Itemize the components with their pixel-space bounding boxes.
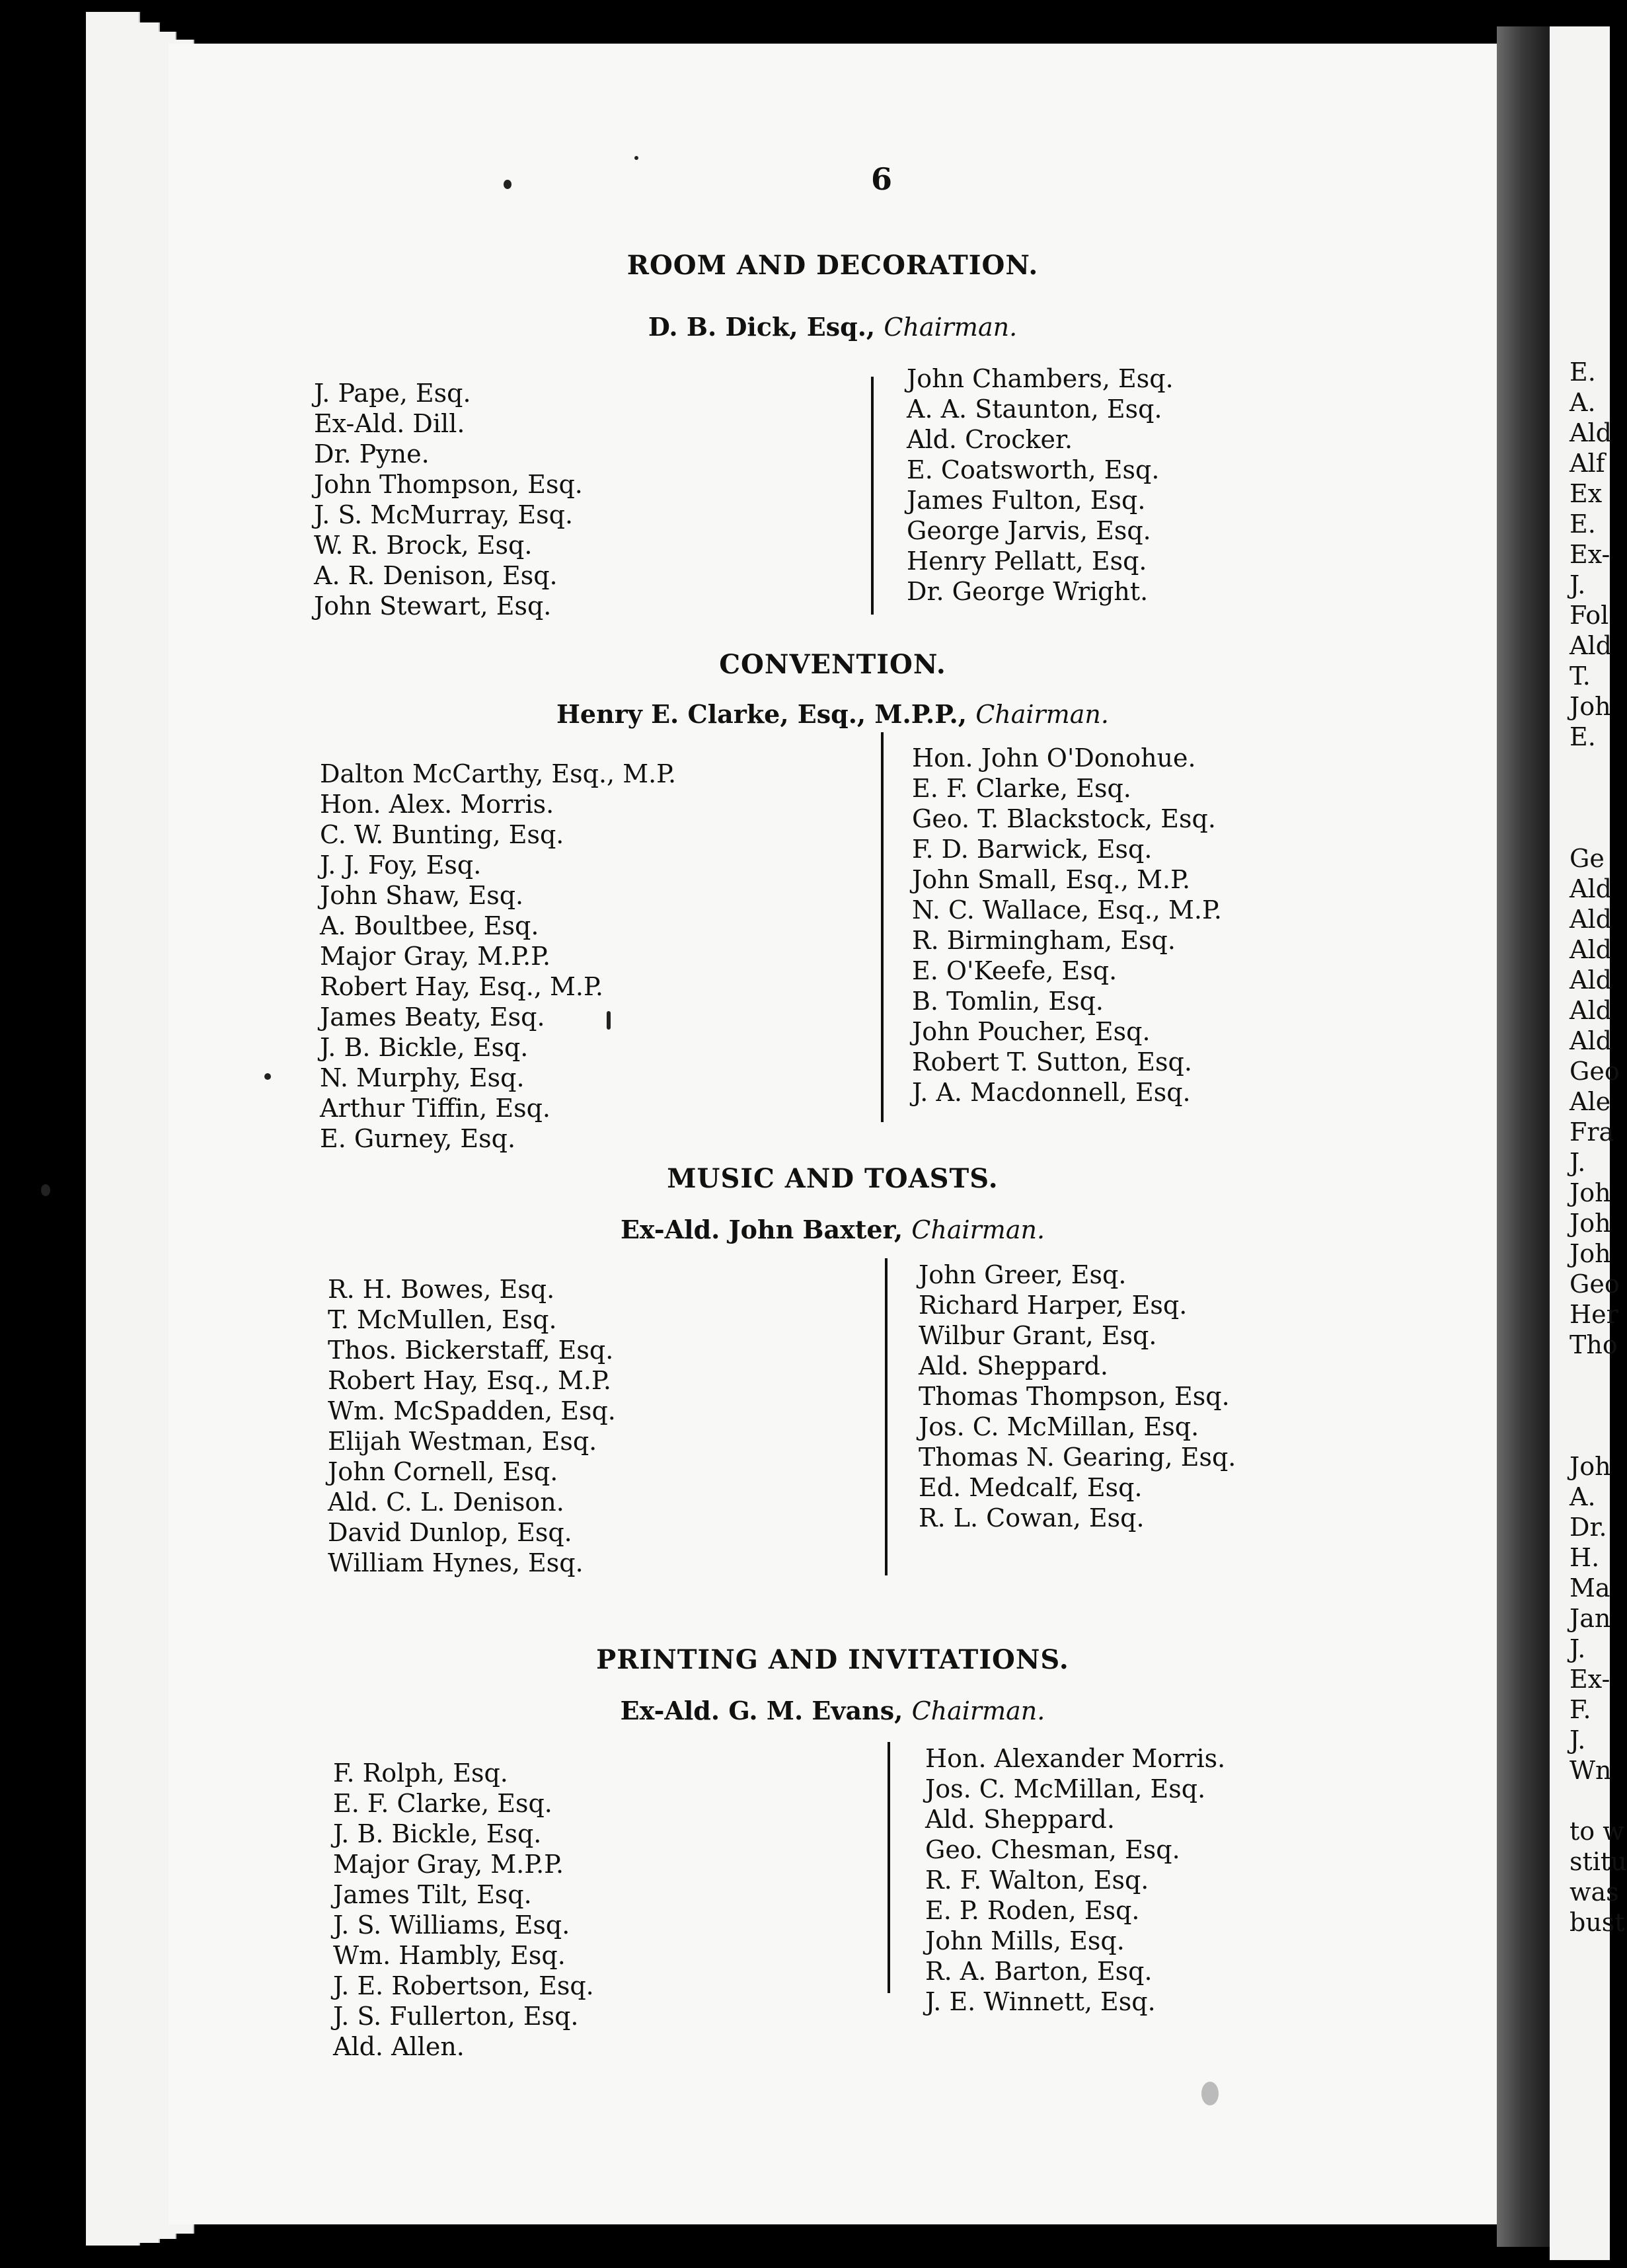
facing-page-line: A. (1570, 388, 1596, 417)
facing-page-line: J. (1570, 1148, 1586, 1177)
chairman-name: D. B. Dick, Esq., (648, 312, 876, 342)
member-name: John Greer, Esq. (919, 1260, 1127, 1289)
section-chairman (169, 699, 1497, 729)
member-name: J. S. Williams, Esq. (333, 1910, 570, 1940)
member-name: James Fulton, Esq. (907, 486, 1146, 515)
facing-page-text (1570, 357, 1627, 1938)
column-divider (888, 1742, 890, 1993)
member-name: Robert Hay, Esq., M.P. (320, 972, 603, 1001)
facing-page-line: J. (1570, 1725, 1586, 1755)
member-name: Major Gray, M.P.P. (320, 942, 551, 971)
facing-page-line: Joh (1570, 1209, 1611, 1238)
chairman-role: Chairman. (911, 1215, 1045, 1244)
section-chairman (169, 312, 1497, 342)
ink-speck (634, 156, 638, 160)
facing-page-line: Ald (1570, 1026, 1612, 1055)
ink-speck (264, 1073, 271, 1080)
chairman-role: Chairman. (884, 313, 1018, 342)
member-name: Major Gray, M.P.P. (333, 1850, 564, 1879)
member-name: A. R. Denison, Esq. (314, 561, 558, 590)
member-list-right (925, 1743, 1225, 2017)
facing-page-line: F. (1570, 1695, 1591, 1724)
member-name: Thos. Bickerstaff, Esq. (328, 1336, 614, 1365)
member-name: Robert T. Sutton, Esq. (912, 1047, 1192, 1077)
chairman-name: Henry E. Clarke, Esq., M.P.P., (556, 699, 967, 729)
facing-page-line: Ald (1570, 418, 1612, 447)
member-name: Hon. John O'Donohue. (912, 743, 1196, 773)
member-name: Elijah Westman, Esq. (328, 1427, 597, 1456)
chairman-name: Ex-Ald. John Baxter, (620, 1215, 903, 1244)
member-name: Richard Harper, Esq. (919, 1291, 1188, 1320)
facing-page-line: Ald (1570, 965, 1612, 995)
facing-page-line: Dr. (1570, 1513, 1607, 1542)
member-list-right (912, 743, 1222, 1108)
member-name: Ex-Ald. Dill. (314, 409, 465, 438)
member-list-left (333, 1758, 594, 2062)
member-name: Dalton McCarthy, Esq., M.P. (320, 759, 677, 788)
member-name: J. A. Macdonnell, Esq. (912, 1078, 1191, 1107)
member-list-left (314, 378, 583, 621)
section-heading-room-decoration: ROOM AND DECORATION. (626, 250, 1039, 281)
member-name: Thomas N. Gearing, Esq. (919, 1443, 1236, 1472)
facing-page-line: Ald (1570, 935, 1612, 964)
column-divider (885, 1258, 888, 1575)
member-name: B. Tomlin, Esq. (912, 987, 1104, 1016)
member-name: Dr. George Wright. (907, 577, 1149, 606)
facing-page-line: Joh (1570, 1239, 1611, 1268)
facing-page-line: Ex- (1570, 540, 1610, 569)
facing-page-line: Jan (1570, 1604, 1611, 1633)
facing-page-line: was (1570, 1877, 1619, 1907)
member-name: R. F. Walton, Esq. (925, 1866, 1149, 1895)
facing-page-line (1570, 1421, 1627, 1451)
facing-page-line: A. (1570, 1482, 1596, 1511)
facing-page-line: Ald (1570, 874, 1612, 903)
column-divider (881, 732, 884, 1122)
facing-page-line: Ma (1570, 1573, 1610, 1603)
ink-speck (41, 1184, 50, 1196)
member-name: David Dunlop, Esq. (328, 1518, 572, 1547)
facing-page-line: J. (1570, 1634, 1586, 1663)
facing-page-line: bust (1570, 1908, 1625, 1937)
member-name: John Poucher, Esq. (912, 1017, 1151, 1046)
member-name: T. McMullen, Esq. (328, 1305, 557, 1334)
section-chairman (169, 1696, 1497, 1725)
member-name: Jos. C. McMillan, Esq. (925, 1774, 1206, 1803)
member-name: Geo. Chesman, Esq. (925, 1835, 1180, 1864)
member-name: J. J. Foy, Esq. (320, 850, 482, 880)
member-list-left (320, 759, 676, 1154)
member-name: George Jarvis, Esq. (907, 516, 1151, 545)
facing-page-line: E. (1570, 358, 1596, 387)
member-name: John Stewart, Esq. (314, 591, 552, 621)
paper-stain (1201, 2082, 1219, 2105)
member-name: Ald. Crocker. (907, 425, 1073, 454)
facing-page-line: Ge (1570, 844, 1605, 873)
member-name: N. Murphy, Esq. (320, 1063, 525, 1092)
member-name: John Thompson, Esq. (314, 470, 583, 499)
member-name: Arthur Tiffin, Esq. (320, 1094, 550, 1123)
member-name: John Small, Esq., M.P. (912, 865, 1191, 894)
facing-page-line: H. (1570, 1543, 1600, 1572)
facing-page-line (1570, 782, 1627, 813)
member-name: E. Coatsworth, Esq. (907, 455, 1160, 484)
member-name: E. Gurney, Esq. (320, 1124, 516, 1153)
facing-page-line: J. (1570, 570, 1586, 599)
member-name: J. B. Bickle, Esq. (333, 1819, 542, 1848)
member-name: William Hynes, Esq. (328, 1548, 584, 1577)
facing-page-line: Ald (1570, 905, 1612, 934)
member-name: R. H. Bowes, Esq. (328, 1275, 555, 1304)
member-name: Henry Pellatt, Esq. (907, 547, 1147, 576)
member-list-right (919, 1260, 1236, 1533)
facing-page-line: T. (1570, 662, 1591, 691)
facing-page-line: Ex (1570, 479, 1603, 508)
facing-page-line: E. (1570, 510, 1596, 539)
section-chairman (169, 1215, 1497, 1244)
member-name: E. O'Keefe, Esq. (912, 956, 1117, 985)
facing-page-line: Wn (1570, 1756, 1612, 1785)
ink-speck (607, 1011, 611, 1030)
chairman-name: Ex-Ald. G. M. Evans, (620, 1696, 903, 1725)
facing-page-line: Ex- (1570, 1665, 1610, 1694)
member-name: Ald. Allen. (333, 2032, 465, 2061)
facing-page-line: stitu (1570, 1847, 1627, 1876)
member-name: Wm. McSpadden, Esq. (328, 1396, 616, 1425)
member-name: J. E. Robertson, Esq. (333, 1971, 594, 2000)
member-name: John Shaw, Esq. (320, 881, 524, 910)
member-name: J. S. Fullerton, Esq. (333, 2002, 579, 2031)
chairman-role: Chairman. (911, 1696, 1045, 1725)
member-name: Ed. Medcalf, Esq. (919, 1473, 1143, 1502)
member-name: F. D. Barwick, Esq. (912, 835, 1153, 864)
member-name: J. E. Winnett, Esq. (925, 1987, 1156, 2016)
member-name: J. S. McMurray, Esq. (314, 500, 574, 529)
facing-page-line (1570, 813, 1627, 843)
member-name: R. A. Barton, Esq. (925, 1957, 1153, 1986)
member-name: A. A. Staunton, Esq. (907, 395, 1162, 424)
section-heading-convention: CONVENTION. (719, 649, 946, 680)
member-name: Thomas Thompson, Esq. (919, 1382, 1230, 1411)
member-name: C. W. Bunting, Esq. (320, 820, 564, 849)
member-name: J. B. Bickle, Esq. (320, 1033, 529, 1062)
facing-page-line (1570, 752, 1627, 782)
member-name: John Cornell, Esq. (328, 1457, 558, 1486)
member-name: James Beaty, Esq. (320, 1002, 545, 1032)
member-name: E. P. Roden, Esq. (925, 1896, 1140, 1925)
member-name: A. Boultbee, Esq. (320, 911, 539, 940)
facing-page-line: Geo (1570, 1057, 1620, 1086)
facing-page-line: Ald (1570, 631, 1612, 660)
page-number: 6 (871, 161, 893, 197)
section-heading-printing-invitations: PRINTING AND INVITATIONS. (596, 1644, 1069, 1675)
member-name: F. Rolph, Esq. (333, 1758, 508, 1788)
facing-page-line: Geo (1570, 1269, 1620, 1299)
ink-speck (504, 180, 511, 189)
column-divider (871, 377, 874, 615)
member-name: Robert Hay, Esq., M.P. (328, 1366, 611, 1395)
facing-page-line: Joh (1570, 1178, 1611, 1207)
chairman-role: Chairman. (975, 700, 1109, 729)
member-name: Ald. Sheppard. (919, 1351, 1108, 1380)
facing-page-line (1570, 1786, 1627, 1816)
member-name: E. F. Clarke, Esq. (912, 774, 1131, 803)
member-name: Jos. C. McMillan, Esq. (919, 1412, 1199, 1441)
section-heading-music-toasts: MUSIC AND TOASTS. (667, 1163, 999, 1194)
facing-page-line: Ale (1570, 1087, 1611, 1116)
member-name: E. F. Clarke, Esq. (333, 1789, 552, 1818)
facing-page-line: Tho (1570, 1330, 1618, 1359)
member-name: R. L. Cowan, Esq. (919, 1503, 1145, 1532)
member-name: Dr. Pyne. (314, 439, 430, 469)
facing-page-line: E. (1570, 722, 1596, 751)
member-name: John Chambers, Esq. (907, 364, 1174, 393)
facing-page-line: Joh (1570, 1452, 1611, 1481)
member-name: Geo. T. Blackstock, Esq. (912, 804, 1216, 833)
member-name: Hon. Alexander Morris. (925, 1744, 1226, 1773)
facing-page-line: Her (1570, 1300, 1618, 1329)
facing-page-line: Fol (1570, 601, 1609, 630)
member-name: James Tilt, Esq. (333, 1880, 532, 1909)
member-name: Hon. Alex. Morris. (320, 790, 554, 819)
member-name: Wilbur Grant, Esq. (919, 1321, 1157, 1350)
facing-page-edge (1550, 26, 1627, 2260)
facing-page-line (1570, 1360, 1627, 1390)
member-name: Ald. Sheppard. (925, 1805, 1115, 1834)
facing-page-line (1570, 1390, 1627, 1421)
member-name: W. R. Brock, Esq. (314, 531, 533, 560)
member-list-left (328, 1274, 616, 1578)
facing-page-line: to w (1570, 1817, 1624, 1846)
facing-page-line: Joh (1570, 692, 1611, 721)
member-name: N. C. Wallace, Esq., M.P. (912, 895, 1222, 925)
facing-page-line: Alf (1570, 449, 1605, 478)
member-name: R. Birmingham, Esq. (912, 926, 1176, 955)
member-name: J. Pape, Esq. (314, 379, 471, 408)
facing-page-line: Fra (1570, 1117, 1614, 1147)
member-name: Wm. Hambly, Esq. (333, 1941, 566, 1970)
member-name: Ald. C. L. Denison. (328, 1488, 564, 1517)
facing-page-line: Ald (1570, 996, 1612, 1025)
member-name: John Mills, Esq. (925, 1926, 1125, 1955)
member-list-right (907, 363, 1174, 607)
